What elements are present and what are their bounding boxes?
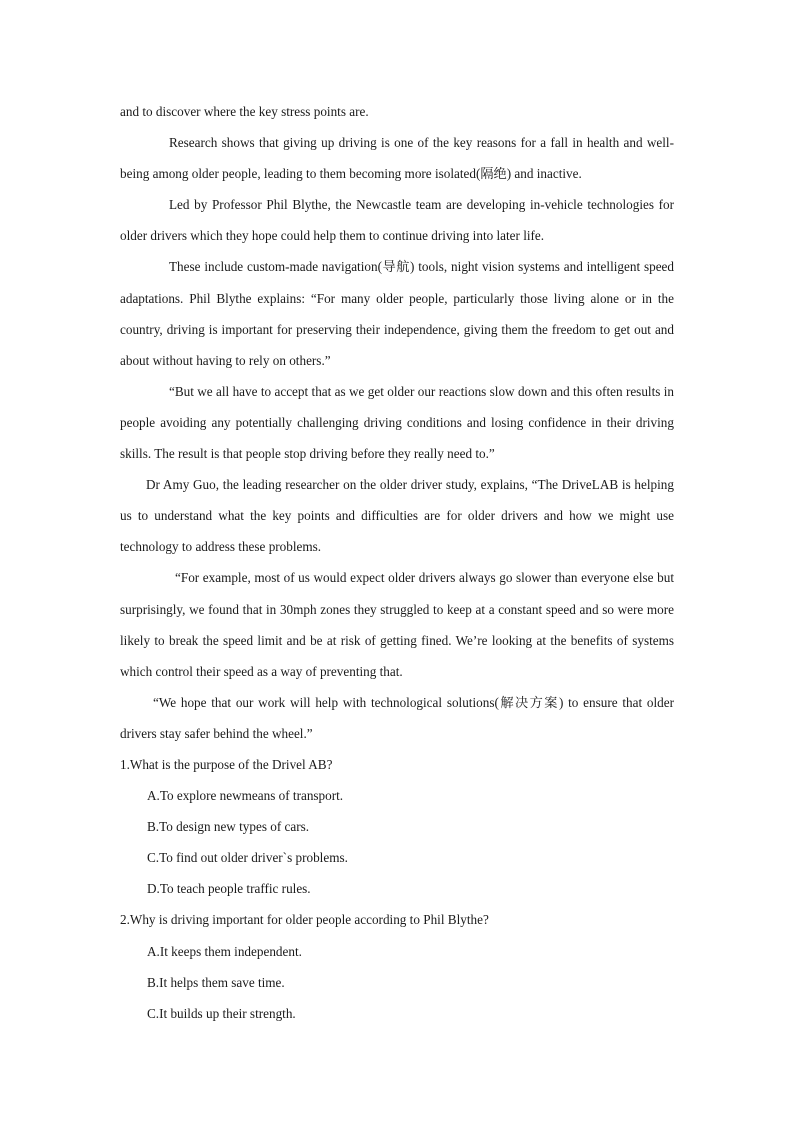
- option-b: B.It helps them save time.: [147, 974, 285, 990]
- question-1: [120, 749, 674, 904]
- question-stem: 2.Why is driving important for older people according to Phil Blythe?: [120, 912, 489, 928]
- paragraph-reactions-quote: “But we all have to accept that as we get older our reactions slow down and this often results in people avoiding any potentially challenging driving conditions and losing confidence in their driving skills. The result is that people stop driving before they really need to.”: [120, 383, 674, 462]
- paragraph-led-by: Led by Professor Phil Blythe, the Newcastle team are developing in-vehicle technologies for older drivers which they hope could help them to continue driving into later life.: [120, 197, 674, 244]
- paragraph-research: Research shows that giving up driving is one of the key reasons for a fall in health and well-being among older people, leading to them becoming more isolated(隔绝) and inactive.: [120, 135, 674, 182]
- option-list: [120, 780, 674, 904]
- paragraph-amy-guo: Dr Amy Guo, the leading researcher on the older driver study, explains, “The DriveLAB is helping us to understand what the key points and difficulties are for older drivers and how we might use technology to address these problems.: [120, 477, 674, 555]
- question-stem: 1.What is the purpose of the Drivel AB?: [120, 756, 333, 772]
- option-c: C.To find out older driver`s problems.: [147, 850, 348, 866]
- option-b: B.To design new types of cars.: [147, 819, 310, 835]
- question-2: [120, 904, 674, 1028]
- paragraph-hope-quote: “We hope that our work will help with technological solutions(解决方案) to ensure that older drivers stay safer behind the wheel.”: [120, 694, 674, 741]
- paragraph-example-quote: “For example, most of us would expect older drivers always go slower than everyone else but surprisingly, we found that in 30mph zones they struggled to keep at a constant speed and so were more likely to break the speed limit and be at risk of getting fined. We’re looking at the benefits of systems which control their speed as a way of preventing that.: [120, 570, 674, 679]
- page-content: [120, 96, 674, 1029]
- option-d: D.To teach people traffic rules.: [147, 881, 311, 897]
- option-c: C.It builds up their strength.: [147, 1005, 296, 1021]
- paragraph-continuation: and to discover where the key stress points are.: [120, 104, 369, 119]
- option-a: A.It keeps them independent.: [147, 943, 302, 959]
- option-a: A.To explore newmeans of transport.: [147, 788, 344, 804]
- option-list: [120, 936, 674, 1029]
- paragraph-technologies: These include custom-made navigation(导航) tools, night vision systems and intelligent speed adaptations. Phil Blythe explains: “For many older people, particularly those living alone or in the country, driving is important for preserving their independence, giving them the freedom to get out and about without having to rely on others.”: [120, 259, 674, 368]
